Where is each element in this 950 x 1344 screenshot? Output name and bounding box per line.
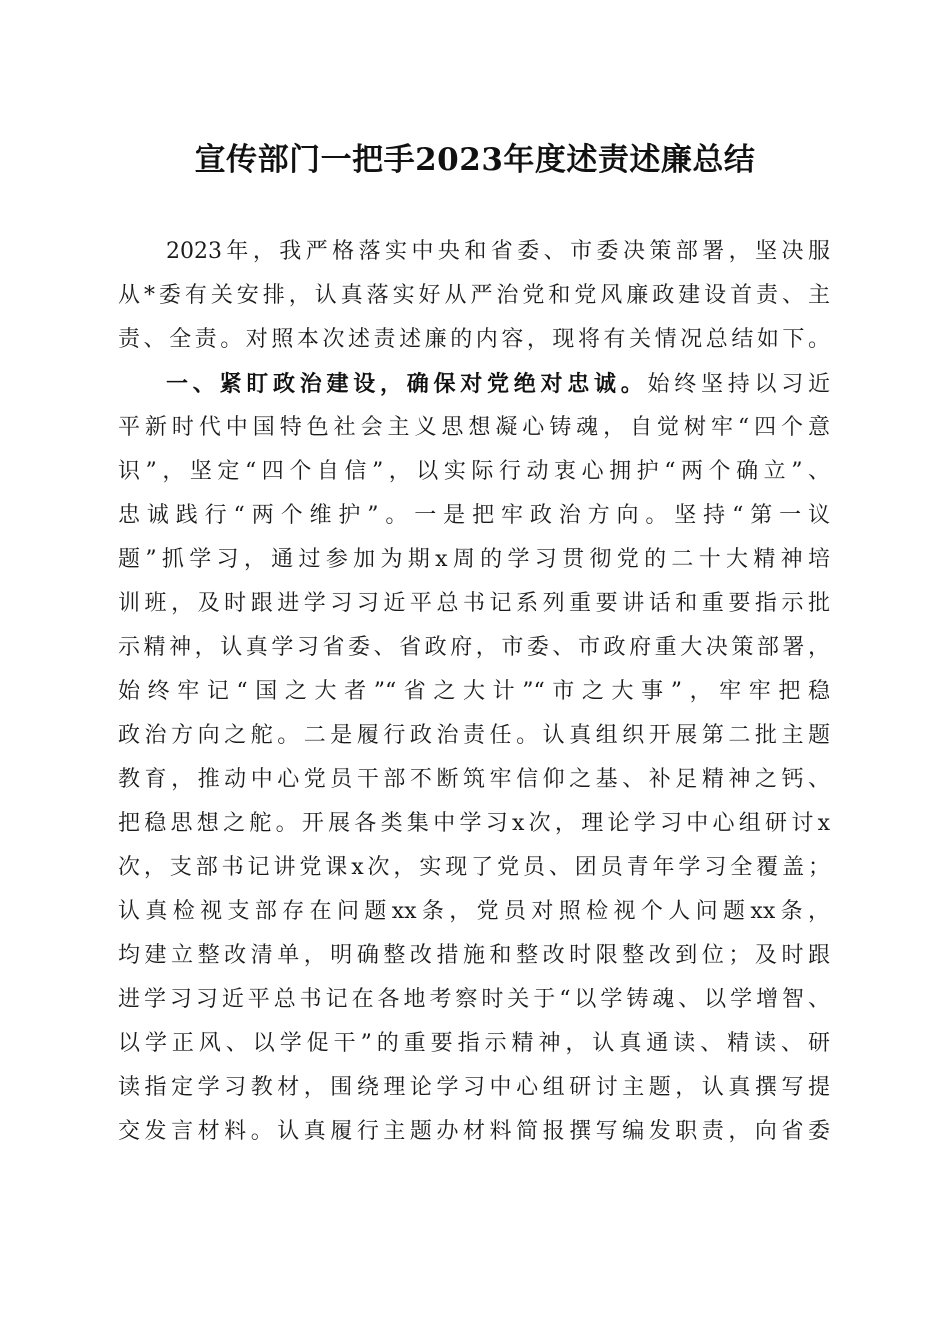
paragraph-line: 进学习习近平总书记在各地考察时关于“以学铸魂、以学增智、 [118, 987, 830, 1012]
paragraph-line: 认真检视支部存在问题xx条，党员对照检视个人问题xx条， [118, 899, 830, 924]
paragraph-line: 忠诚践行“两个维护”。一是把牢政治方向。坚持“第一议 [118, 503, 830, 528]
paragraph-line: 示精神，认真学习省委、省政府，市委、市政府重大决策部署， [118, 635, 830, 660]
paragraph-line: 题”抓学习，通过参加为期x周的学习贯彻党的二十大精神培 [118, 547, 830, 572]
paragraph-line: 均建立整改清单，明确整改措施和整改时限整改到位；及时跟 [118, 943, 830, 968]
paragraph-line: 教育，推动中心党员干部不断筑牢信仰之基、补足精神之钙、 [118, 767, 830, 792]
paragraph-line [118, 1154, 830, 1198]
paragraph-line: 责、全责。对照本次述责述廉的内容，现将有关情况总结如下。 [118, 327, 830, 352]
section-one-paragraph [118, 362, 830, 1198]
paragraph-line: 交发言材料。认真履行主题办材料简报撰写编发职责，向省委 [118, 1119, 830, 1144]
paragraph-line: 政治方向之舵。二是履行政治责任。认真组织开展第二批主题 [118, 723, 830, 748]
paragraph-line: 平新时代中国特色社会主义思想凝心铸魂，自觉树牢“四个意 [118, 415, 830, 440]
paragraph-line [118, 362, 830, 406]
paragraph-line: 训班，及时跟进学习习近平总书记系列重要讲话和重要指示批 [118, 591, 830, 616]
intro-paragraph [118, 230, 830, 362]
paragraph-line: 读指定学习教材，围绕理论学习中心组研讨主题，认真撰写提 [118, 1075, 830, 1100]
section-heading: 一、紧盯政治建设，确保对党绝对忠诚。 [166, 371, 648, 397]
paragraph-line: 从*委有关安排，认真落实好从严治党和党风廉政建设首责、主 [118, 283, 830, 308]
paragraph-line: 识”，坚定“四个自信”，以实际行动衷心拥护“两个确立”、 [118, 459, 830, 484]
paragraph-line: 把稳思想之舵。开展各类集中学习x次，理论学习中心组研讨x [118, 811, 830, 836]
paragraph-line: 次，支部书记讲党课x次，实现了党员、团员青年学习全覆盖； [118, 855, 830, 880]
paragraph-line: 2023年，我严格落实中央和省委、市委决策部署，坚决服 [166, 239, 830, 264]
heading-line-rest: 始终坚持以习近 [647, 372, 830, 397]
document-body [118, 230, 830, 1198]
document-title: 宣传部门一把手2023年度述责述廉总结 [194, 142, 756, 178]
paragraph-line: 以学正风、以学促干”的重要指示精神，认真通读、精读、研 [118, 1031, 830, 1056]
paragraph-line: 始终牢记“国之大者”“省之大计”“市之大事”，牢牢把稳 [118, 679, 830, 704]
